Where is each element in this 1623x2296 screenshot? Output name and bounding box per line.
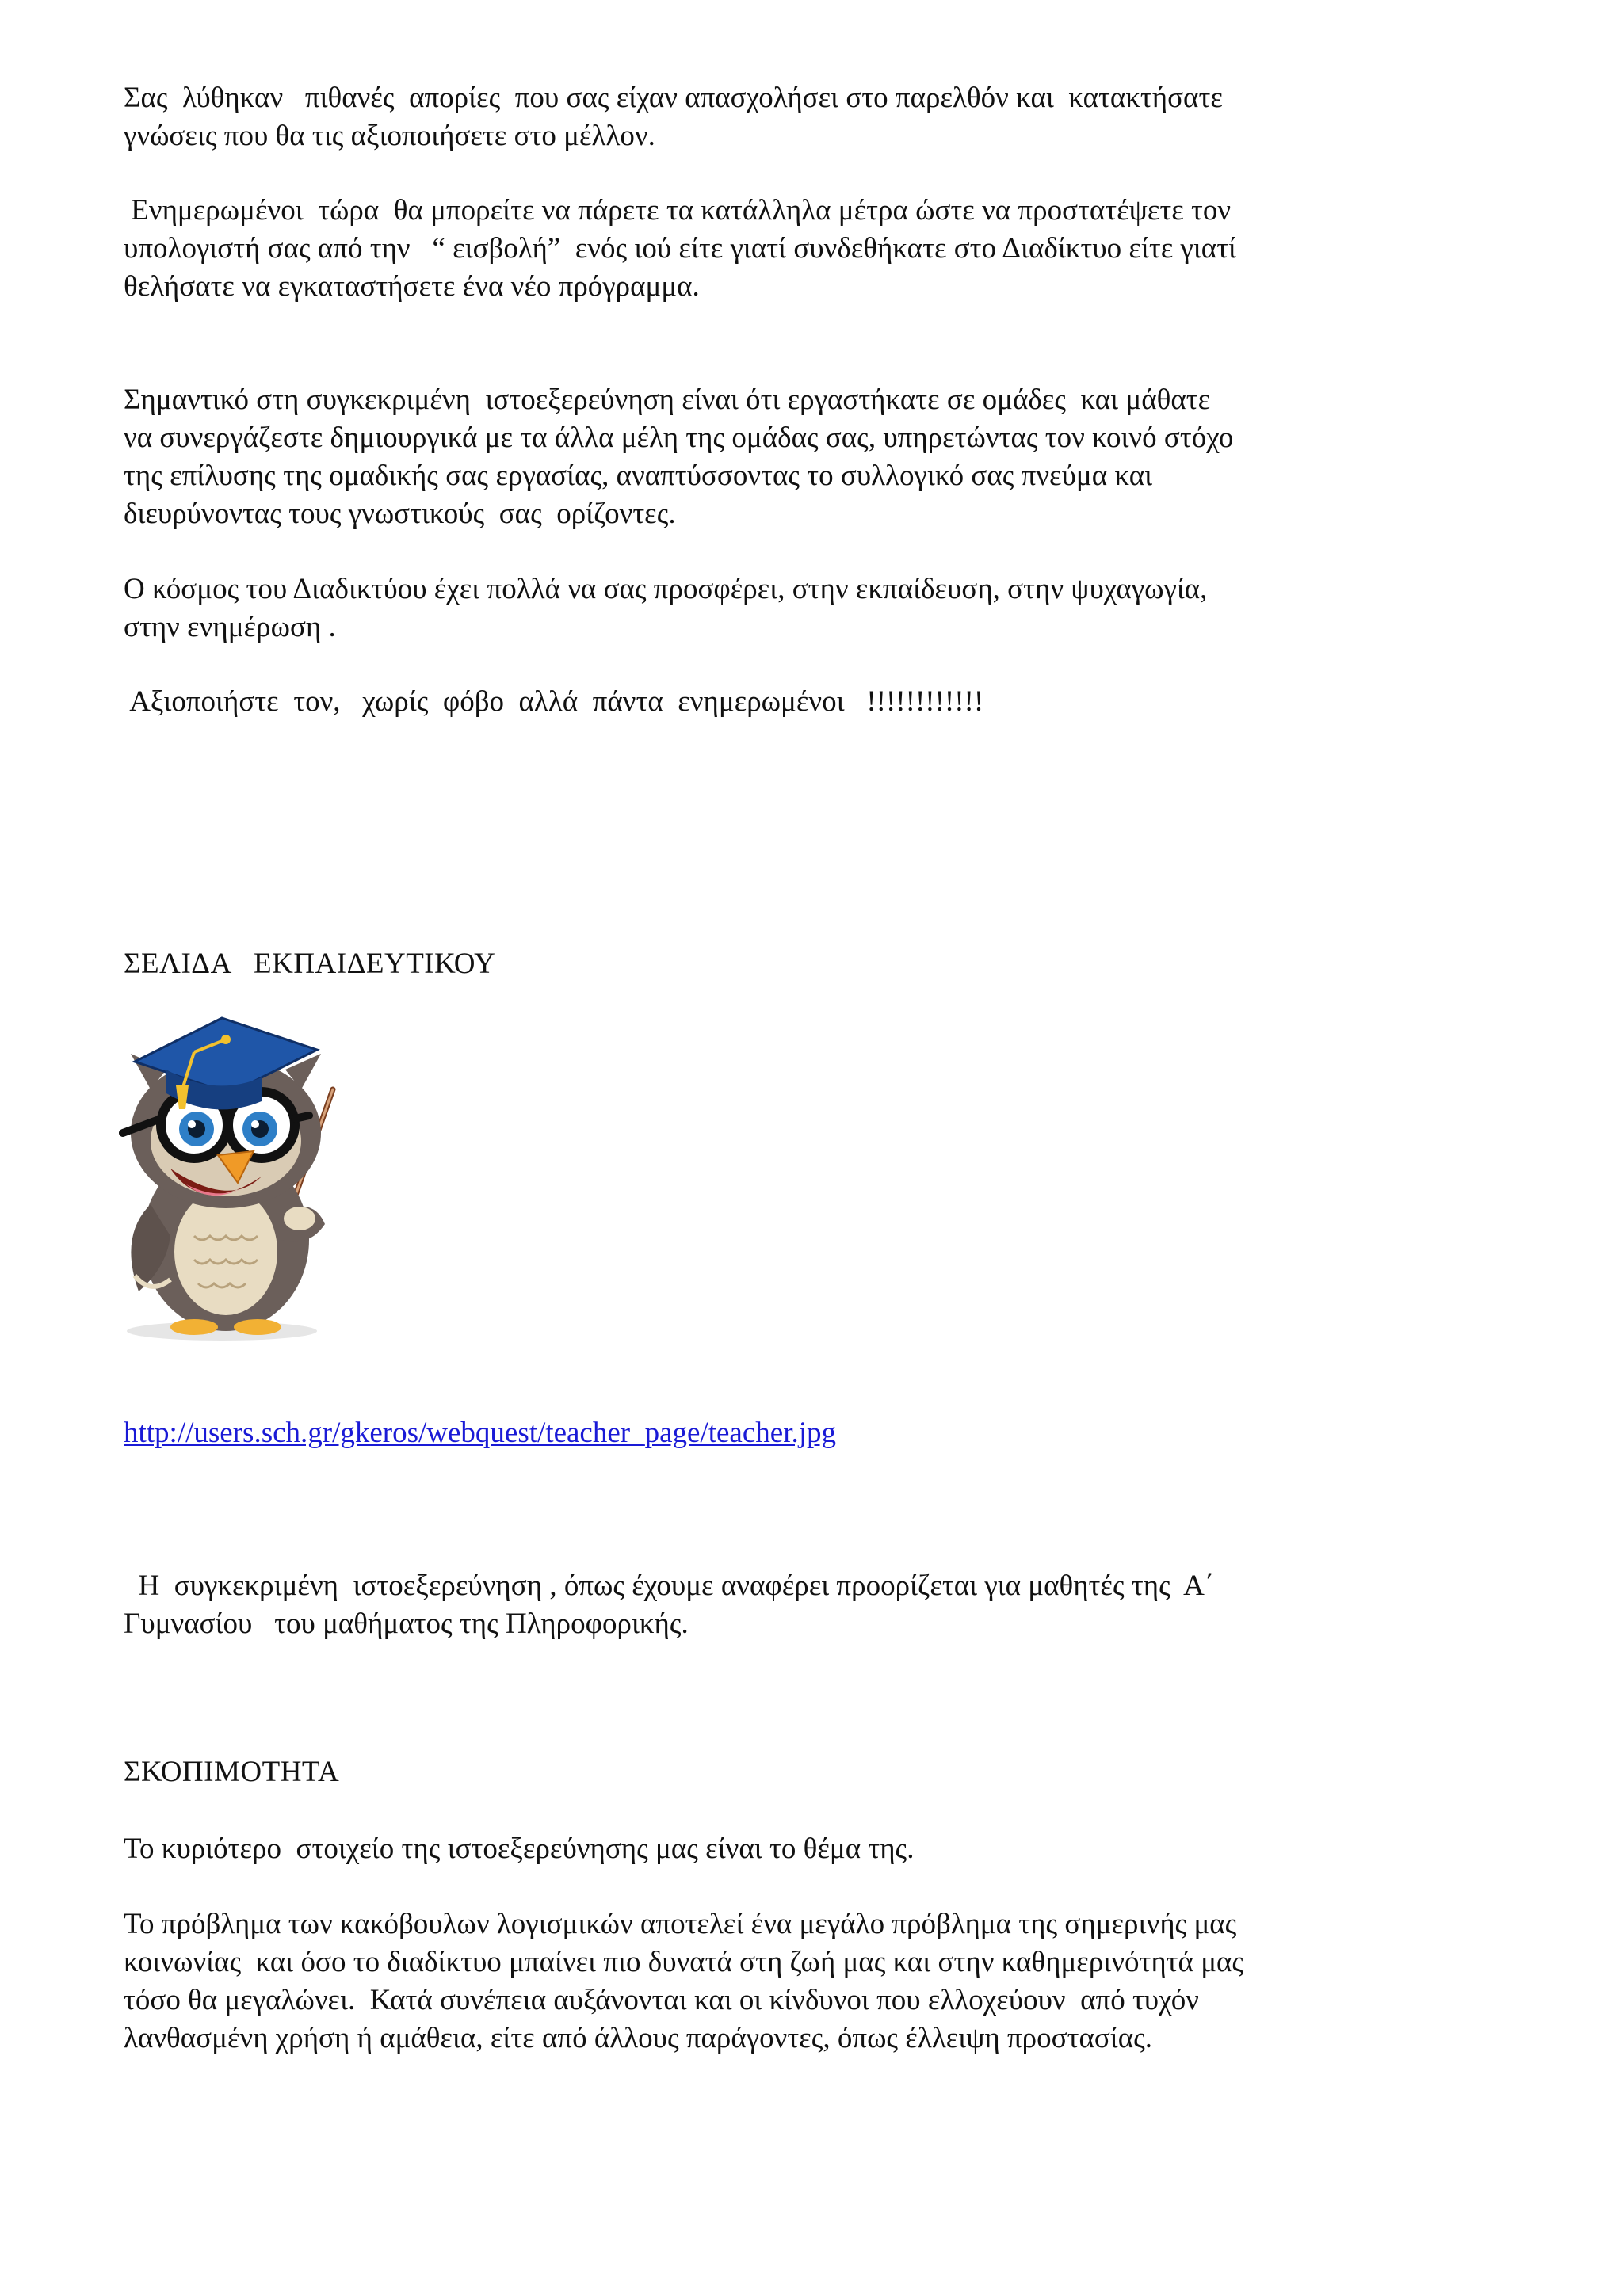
owl-teacher-icon [119, 1014, 436, 1347]
paragraph-line: υπολογιστή σας από την “ εισβολή” ενός ιού είτε γιατί συνδεθήκατε στο Διαδίκτυο είτε γιατί [124, 232, 1237, 265]
paragraph-line: Αξιοποιήστε τον, χωρίς φόβο αλλά πάντα ενημερωμένοι !!!!!!!!!!!! [124, 685, 984, 718]
section-heading-teacher-page: ΣΕΛΙΔΑ ΕΚΠΑΙΔΕΥΤΙΚΟΥ [124, 948, 496, 980]
paragraph-line: Το πρόβλημα των κακόβουλων λογισμικών αποτελεί ένα μεγάλο πρόβλημα της σημερινής μας [124, 1908, 1237, 1940]
paragraph-line: κοινωνίας και όσο το διαδίκτυο μπαίνει πιο δυνατά στη ζωή μας και στην καθημερινότητά μας [124, 1946, 1244, 1978]
paragraph-line: γνώσεις που θα τις αξιοποιήσετε στο μέλλον. [124, 120, 655, 152]
paragraph-line: διευρύνοντας τους γνωστικούς σας ορίζοντες. [124, 498, 676, 530]
paragraph-line: να συνεργάζεστε δημιουργικά με τα άλλα μέλη της ομάδας σας, υπηρετώντας τον κοινό στόχο [124, 421, 1234, 454]
paragraph-line: Ενημερωμένοι τώρα θα μπορείτε να πάρετε τα κατάλληλα μέτρα ώστε να προστατέψετε τον [124, 194, 1232, 227]
paragraph-line: Σημαντικό στη συγκεκριμένη ιστοεξερεύνηση είναι ότι εργαστήκατε σε ομάδες και μάθατε [124, 383, 1211, 416]
paragraph-line: Ο κόσμος του Διαδικτύου έχει πολλά να σας προσφέρει, στην εκπαίδευση, στην ψυχαγωγία, [124, 573, 1208, 605]
paragraph-line: θελήσατε να εγκαταστήσετε ένα νέο πρόγραμμα. [124, 270, 700, 303]
paragraph-line: της επίλυσης της ομαδικής σας εργασίας, αναπτύσσοντας το συλλογικό σας πνεύμα και [124, 460, 1153, 492]
image-source-link[interactable]: http://users.sch.gr/gkeros/webquest/teacher_page/teacher.jpg [124, 1417, 837, 1449]
paragraph-line: Η συγκεκριμένη ιστοεξερεύνηση , όπως έχουμε αναφέρει προορίζεται για μαθητές της Α΄ [124, 1569, 1215, 1602]
paragraph-line: Σας λύθηκαν πιθανές απορίες που σας είχαν απασχολήσει στο παρελθόν και κατακτήσατε [124, 82, 1223, 114]
paragraph-line: Το κυριότερο στοιχείο της ιστοεξερεύνησης μας είναι το θέμα της. [124, 1833, 915, 1865]
paragraph-line: στην ενημέρωση . [124, 611, 336, 643]
section-heading-purpose: ΣΚΟΠΙΜΟΤΗΤΑ [124, 1756, 340, 1788]
paragraph-line: Γυμνασίου του μαθήματος της Πληροφορικής. [124, 1608, 689, 1640]
paragraph-line: λανθασμένη χρήση ή αμάθεια, είτε από άλλους παράγοντες, όπως έλλειψη προστασίας. [124, 2022, 1153, 2054]
paragraph-line: τόσο θα μεγαλώνει. Κατά συνέπεια αυξάνονται και οι κίνδυνοι που ελλοχεύουν από τυχόν [124, 1984, 1199, 2016]
